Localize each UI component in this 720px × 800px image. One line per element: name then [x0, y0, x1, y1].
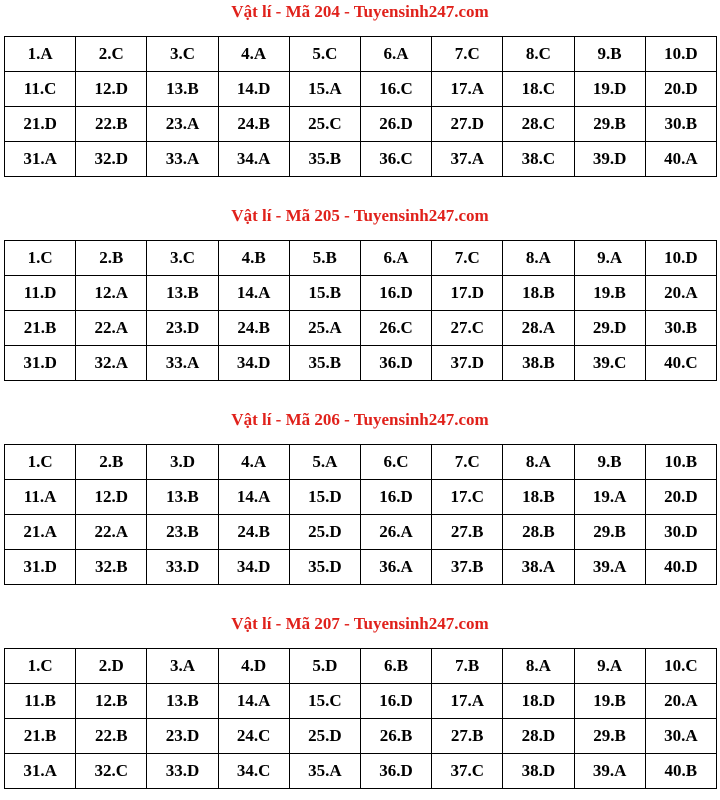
- table-row: [5, 719, 717, 754]
- answer-cell: 20.A: [645, 276, 716, 311]
- answer-cell: 30.B: [645, 311, 716, 346]
- answer-cell: 32.A: [76, 346, 147, 381]
- answer-cell: 1.C: [5, 649, 76, 684]
- answer-cell: 19.D: [574, 72, 645, 107]
- answer-cell: 8.C: [503, 37, 574, 72]
- answer-cell: 28.C: [503, 107, 574, 142]
- answer-cell: 2.C: [76, 37, 147, 72]
- answer-cell: 38.A: [503, 550, 574, 585]
- answer-cell: 35.B: [289, 142, 360, 177]
- answer-cell: 13.B: [147, 72, 218, 107]
- answer-cell: 31.D: [5, 346, 76, 381]
- answer-cell: 14.A: [218, 684, 289, 719]
- answer-cell: 31.A: [5, 754, 76, 789]
- answer-cell: 10.C: [645, 649, 716, 684]
- answer-cell: 26.C: [360, 311, 431, 346]
- answer-cell: 37.C: [432, 754, 503, 789]
- answer-cell: 22.B: [76, 107, 147, 142]
- answer-table: [4, 36, 717, 177]
- answer-cell: 11.A: [5, 480, 76, 515]
- answer-cell: 12.D: [76, 72, 147, 107]
- answer-cell: 36.D: [360, 346, 431, 381]
- answer-cell: 35.A: [289, 754, 360, 789]
- answer-cell: 14.D: [218, 72, 289, 107]
- table-row: [5, 684, 717, 719]
- answer-cell: 8.A: [503, 445, 574, 480]
- answer-cell: 39.A: [574, 550, 645, 585]
- table-row: [5, 550, 717, 585]
- table-row: [5, 241, 717, 276]
- answer-cell: 2.B: [76, 241, 147, 276]
- answer-cell: 25.A: [289, 311, 360, 346]
- answer-cell: 23.A: [147, 107, 218, 142]
- answer-cell: 28.B: [503, 515, 574, 550]
- answer-cell: 10.B: [645, 445, 716, 480]
- answer-cell: 30.D: [645, 515, 716, 550]
- answer-cell: 32.D: [76, 142, 147, 177]
- answer-cell: 17.C: [432, 480, 503, 515]
- answer-cell: 27.B: [432, 719, 503, 754]
- answer-cell: 38.B: [503, 346, 574, 381]
- table-row: [5, 445, 717, 480]
- answer-cell: 3.A: [147, 649, 218, 684]
- answer-cell: 21.B: [5, 311, 76, 346]
- answer-cell: 29.B: [574, 515, 645, 550]
- answer-cell: 36.D: [360, 754, 431, 789]
- answer-cell: 33.A: [147, 346, 218, 381]
- answer-cell: 5.A: [289, 445, 360, 480]
- answer-cell: 17.A: [432, 72, 503, 107]
- table-row: [5, 107, 717, 142]
- answer-cell: 17.D: [432, 276, 503, 311]
- answer-cell: 14.A: [218, 480, 289, 515]
- answer-cell: 17.A: [432, 684, 503, 719]
- answer-cell: 15.D: [289, 480, 360, 515]
- answer-cell: 4.A: [218, 37, 289, 72]
- answer-cell: 20.D: [645, 72, 716, 107]
- answer-cell: 40.D: [645, 550, 716, 585]
- answer-cell: 30.A: [645, 719, 716, 754]
- answer-cell: 16.C: [360, 72, 431, 107]
- answer-cell: 40.A: [645, 142, 716, 177]
- answer-cell: 13.B: [147, 276, 218, 311]
- table-row: [5, 72, 717, 107]
- answer-cell: 21.A: [5, 515, 76, 550]
- answer-cell: 3.C: [147, 241, 218, 276]
- answer-cell: 22.A: [76, 515, 147, 550]
- answer-cell: 16.D: [360, 684, 431, 719]
- answer-cell: 7.C: [432, 37, 503, 72]
- answer-cell: 9.A: [574, 241, 645, 276]
- answer-cell: 7.B: [432, 649, 503, 684]
- answer-cell: 18.C: [503, 72, 574, 107]
- answer-cell: 9.B: [574, 445, 645, 480]
- answer-cell: 25.C: [289, 107, 360, 142]
- section-title: Vật lí - Mã 205 - Tuyensinh247.com: [231, 206, 489, 225]
- table-row: [5, 276, 717, 311]
- answer-cell: 28.A: [503, 311, 574, 346]
- answer-cell: 6.A: [360, 37, 431, 72]
- answer-cell: 8.A: [503, 649, 574, 684]
- answer-cell: 9.B: [574, 37, 645, 72]
- answer-cell: 40.C: [645, 346, 716, 381]
- answer-cell: 34.D: [218, 550, 289, 585]
- answer-cell: 38.C: [503, 142, 574, 177]
- answer-cell: 37.D: [432, 346, 503, 381]
- answer-cell: 11.C: [5, 72, 76, 107]
- answer-cell: 35.D: [289, 550, 360, 585]
- answer-cell: 2.D: [76, 649, 147, 684]
- answer-cell: 5.B: [289, 241, 360, 276]
- answer-cell: 18.B: [503, 276, 574, 311]
- answer-table: [4, 444, 717, 585]
- answer-cell: 6.B: [360, 649, 431, 684]
- answer-cell: 3.C: [147, 37, 218, 72]
- answer-cell: 22.B: [76, 719, 147, 754]
- answer-cell: 26.A: [360, 515, 431, 550]
- answer-cell: 7.C: [432, 241, 503, 276]
- answer-cell: 19.B: [574, 684, 645, 719]
- answer-cell: 23.D: [147, 311, 218, 346]
- answer-cell: 4.A: [218, 445, 289, 480]
- answer-cell: 24.B: [218, 311, 289, 346]
- table-row: [5, 754, 717, 789]
- answer-cell: 2.B: [76, 445, 147, 480]
- answer-cell: 32.C: [76, 754, 147, 789]
- answer-cell: 33.A: [147, 142, 218, 177]
- answer-cell: 33.D: [147, 754, 218, 789]
- answer-cell: 27.B: [432, 515, 503, 550]
- answer-cell: 25.D: [289, 719, 360, 754]
- answer-cell: 34.A: [218, 142, 289, 177]
- answer-cell: 26.B: [360, 719, 431, 754]
- answer-cell: 19.B: [574, 276, 645, 311]
- answer-cell: 1.C: [5, 241, 76, 276]
- answer-cell: 34.D: [218, 346, 289, 381]
- answer-cell: 8.A: [503, 241, 574, 276]
- answer-cell: 12.B: [76, 684, 147, 719]
- answer-cell: 24.B: [218, 107, 289, 142]
- answer-cell: 40.B: [645, 754, 716, 789]
- answer-cell: 29.B: [574, 719, 645, 754]
- answer-cell: 13.B: [147, 684, 218, 719]
- answer-cell: 27.D: [432, 107, 503, 142]
- answer-table: [4, 648, 717, 789]
- answer-cell: 20.D: [645, 480, 716, 515]
- answer-cell: 21.B: [5, 719, 76, 754]
- answer-cell: 29.B: [574, 107, 645, 142]
- answer-cell: 26.D: [360, 107, 431, 142]
- answer-cell: 1.C: [5, 445, 76, 480]
- answer-cell: 18.B: [503, 480, 574, 515]
- answer-cell: 30.B: [645, 107, 716, 142]
- section-title: Vật lí - Mã 204 - Tuyensinh247.com: [231, 2, 489, 21]
- answer-cell: 31.A: [5, 142, 76, 177]
- answer-cell: 22.A: [76, 311, 147, 346]
- answer-cell: 12.D: [76, 480, 147, 515]
- answer-cell: 38.D: [503, 754, 574, 789]
- table-row: [5, 649, 717, 684]
- answer-cell: 23.D: [147, 719, 218, 754]
- table-row: [5, 37, 717, 72]
- answer-cell: 4.B: [218, 241, 289, 276]
- table-row: [5, 480, 717, 515]
- answer-cell: 24.C: [218, 719, 289, 754]
- answer-cell: 28.D: [503, 719, 574, 754]
- answer-cell: 5.D: [289, 649, 360, 684]
- answer-cell: 25.D: [289, 515, 360, 550]
- answer-cell: 16.D: [360, 276, 431, 311]
- answer-cell: 29.D: [574, 311, 645, 346]
- answer-cell: 3.D: [147, 445, 218, 480]
- answer-cell: 21.D: [5, 107, 76, 142]
- table-row: [5, 142, 717, 177]
- answer-cell: 36.C: [360, 142, 431, 177]
- answer-cell: 10.D: [645, 37, 716, 72]
- answer-cell: 27.C: [432, 311, 503, 346]
- answer-cell: 20.A: [645, 684, 716, 719]
- table-row: [5, 515, 717, 550]
- answer-cell: 34.C: [218, 754, 289, 789]
- answer-cell: 16.D: [360, 480, 431, 515]
- answer-cell: 9.A: [574, 649, 645, 684]
- answer-cell: 23.B: [147, 515, 218, 550]
- answer-cell: 31.D: [5, 550, 76, 585]
- section-title: Vật lí - Mã 207 - Tuyensinh247.com: [231, 614, 489, 633]
- answer-cell: 10.D: [645, 241, 716, 276]
- answer-cell: 12.A: [76, 276, 147, 311]
- table-row: [5, 311, 717, 346]
- answer-cell: 24.B: [218, 515, 289, 550]
- answer-cell: 13.B: [147, 480, 218, 515]
- answer-cell: 15.B: [289, 276, 360, 311]
- answer-cell: 15.A: [289, 72, 360, 107]
- answer-cell: 32.B: [76, 550, 147, 585]
- section-title: Vật lí - Mã 206 - Tuyensinh247.com: [231, 410, 489, 429]
- answer-cell: 7.C: [432, 445, 503, 480]
- answer-cell: 37.B: [432, 550, 503, 585]
- answer-cell: 35.B: [289, 346, 360, 381]
- answer-cell: 39.D: [574, 142, 645, 177]
- answer-cell: 36.A: [360, 550, 431, 585]
- answer-cell: 33.D: [147, 550, 218, 585]
- answer-cell: 14.A: [218, 276, 289, 311]
- answer-cell: 18.D: [503, 684, 574, 719]
- answer-cell: 5.C: [289, 37, 360, 72]
- answer-cell: 1.A: [5, 37, 76, 72]
- table-row: [5, 346, 717, 381]
- answer-cell: 37.A: [432, 142, 503, 177]
- answer-table: [4, 240, 717, 381]
- answer-cell: 4.D: [218, 649, 289, 684]
- answer-cell: 6.C: [360, 445, 431, 480]
- answer-cell: 19.A: [574, 480, 645, 515]
- answer-cell: 15.C: [289, 684, 360, 719]
- answer-cell: 11.B: [5, 684, 76, 719]
- answer-cell: 39.C: [574, 346, 645, 381]
- answer-cell: 6.A: [360, 241, 431, 276]
- answer-cell: 39.A: [574, 754, 645, 789]
- answer-cell: 11.D: [5, 276, 76, 311]
